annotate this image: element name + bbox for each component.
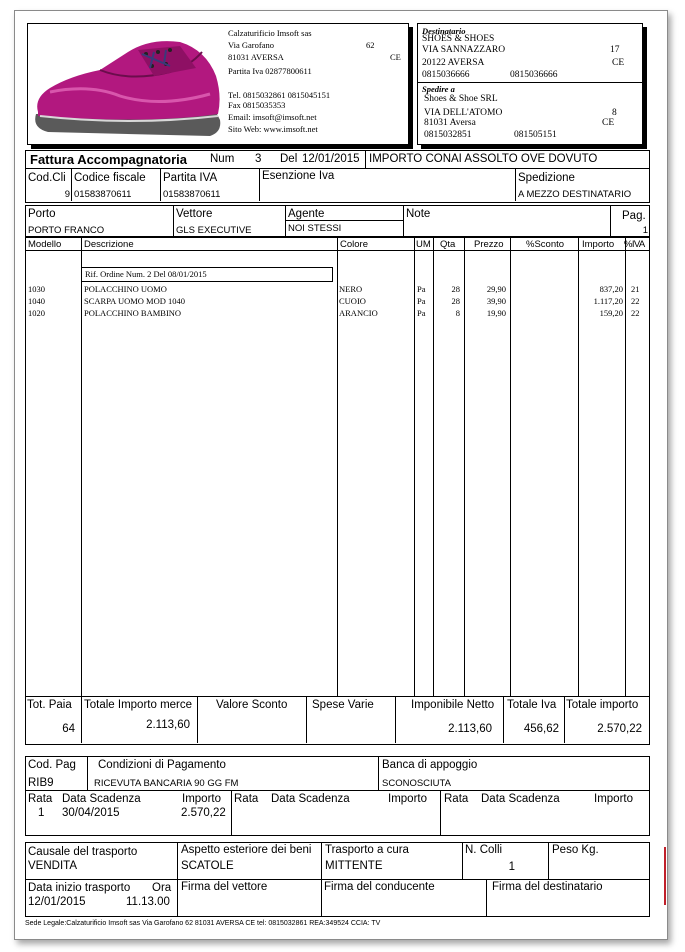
sender-web: Sito Web: www.imsoft.net: [228, 124, 318, 134]
packages: 1: [508, 861, 515, 873]
driver-signature-label: Firma del conducente: [324, 881, 435, 893]
row-qty: 8: [455, 308, 460, 318]
row-color: ARANCIO: [339, 308, 378, 318]
discount-value-label: Valore Sconto: [216, 699, 288, 711]
transport-by-label: Trasporto a cura: [325, 844, 409, 856]
shipping-method-label: Spedizione: [518, 172, 575, 184]
total-vat-label: Totale Iva: [507, 699, 557, 711]
installment-due-label: Data Scadenza: [62, 793, 141, 805]
installment-rate-label: Rata: [28, 793, 53, 805]
invoice-num: 3: [255, 153, 262, 165]
sender-vat: Partita Iva 02877800611: [228, 66, 312, 76]
sender-name: Calzaturificio Imsoft sas: [228, 28, 312, 38]
row-um: Pa: [417, 284, 426, 294]
invoice-title-bar: [25, 150, 650, 169]
expenses-label: Spese Varie: [312, 699, 374, 711]
row-color: CUOIO: [339, 296, 366, 306]
customer-row: [25, 169, 650, 203]
row-amount: 1.117,20: [593, 296, 623, 306]
row-vat: 22: [631, 308, 640, 318]
transport-start-label: Data inizio trasporto: [28, 882, 131, 894]
page-label: Pag.: [622, 210, 646, 222]
payment-conditions-label: Condizioni di Pagamento: [98, 759, 226, 771]
invoice-date: 12/01/2015: [302, 153, 360, 165]
installment-amount-label: Importo: [182, 793, 221, 805]
recipient-phone1: 0815036666: [422, 70, 470, 80]
carrier: GLS EXECUTIVE: [176, 225, 252, 236]
bank: SCONOSCIUTA: [382, 778, 451, 789]
transport-start-date: 12/01/2015: [28, 896, 86, 908]
fiscal-code: 01583870611: [74, 189, 132, 200]
installment2-due-label: Data Scadenza: [271, 793, 350, 805]
carrier-signature-label: Firma del vettore: [181, 881, 268, 893]
notes-label: Note: [406, 208, 431, 220]
row-qty: 28: [451, 284, 460, 294]
total-goods: 2.113,60: [146, 719, 190, 731]
installment-rate: 1: [38, 807, 45, 819]
col-description-header: Descrizione: [84, 239, 134, 250]
col-um-header: UM: [416, 239, 431, 250]
sender-fax: Fax 0815035353: [228, 100, 286, 110]
grand-total: 2.570,22: [597, 723, 642, 735]
ship-to-phone1: 0815032851: [424, 130, 472, 140]
shipping-method: A MEZZO DESTINATARIO: [518, 189, 632, 200]
cod-cli-label: Cod.Cli: [28, 172, 66, 184]
recipient-street-no: 17: [610, 45, 620, 55]
shipping-block: [25, 842, 650, 917]
ship-to-province: CE: [602, 118, 615, 128]
row-description: SCARPA UOMO MOD 1040: [84, 296, 186, 306]
recipient-phone2: 0815036666: [510, 70, 558, 80]
row-amount: 159,20: [599, 308, 623, 318]
transport-row: [25, 205, 650, 237]
recipient-box: [417, 23, 643, 145]
total-pairs: 64: [62, 723, 75, 735]
porto: PORTO FRANCO: [28, 225, 105, 236]
row-description: POLACCHINO UOMO: [84, 284, 167, 294]
installment3-due-label: Data Scadenza: [481, 793, 560, 805]
sender-email: Email: imsoft@imsoft.net: [228, 112, 317, 122]
row-um: Pa: [417, 308, 426, 318]
sender-province: CE: [390, 52, 401, 62]
ship-to-city: 81031 Aversa: [424, 118, 476, 128]
recipient-name: SHOES & SHOES: [422, 34, 495, 44]
row-um: Pa: [417, 296, 426, 306]
page-number: 1: [642, 225, 648, 236]
col-discount-header: %Sconto: [526, 239, 565, 250]
row-vat: 21: [631, 284, 640, 294]
col-vat-header: %IVA: [624, 239, 645, 250]
invoice-page: [14, 10, 668, 940]
goods-appearance: SCATOLE: [181, 860, 234, 872]
invoice-title: Fattura Accompagnatoria: [30, 152, 187, 167]
taxable-amount: 2.113,60: [448, 723, 492, 735]
total-vat: 456,62: [523, 723, 559, 735]
sender-box: [27, 23, 409, 145]
recipient-signature-label: Firma del destinatario: [492, 881, 603, 893]
packages-label: N. Colli: [465, 844, 503, 856]
transport-time-label: Ora: [152, 882, 172, 894]
bank-label: Banca di appoggio: [382, 759, 478, 771]
fiscal-code-label: Codice fiscale: [74, 172, 146, 184]
sender-street: Via Garofano: [228, 40, 274, 50]
transport-reason-label: Causale del trasporto: [28, 846, 138, 858]
payment-conditions: RICEVUTA BANCARIA 90 GG FM: [94, 778, 239, 789]
items-table: [25, 237, 650, 697]
transport-by: MITTENTE: [325, 860, 383, 872]
shoe-product-image: [30, 32, 226, 138]
row-qty: 28: [451, 296, 460, 306]
ship-to-heading: Spedire a: [422, 84, 455, 94]
col-model-header: Modello: [28, 239, 62, 250]
transport-start-time: 11.13.00: [126, 896, 170, 908]
payment-block: [25, 756, 650, 836]
ship-to-street: VIA DELL'ATOMO: [424, 108, 503, 118]
invoice-num-label: Num: [210, 153, 235, 165]
row-model: 1020: [28, 308, 45, 318]
invoice-date-label: Del: [280, 153, 298, 165]
payment-code-label: Cod. Pag: [28, 759, 76, 771]
payment-code: RIB9: [28, 777, 54, 789]
total-pairs-label: Tot. Paia: [27, 699, 72, 711]
col-amount-header: Importo: [582, 239, 615, 250]
col-qty-header: Qta: [440, 239, 456, 250]
right-edge-mark: [664, 847, 666, 905]
sender-street-no: 62: [366, 40, 375, 50]
customer-vat: 01583870611: [163, 189, 221, 200]
sender-city: 81031 AVERSA: [228, 52, 284, 62]
carrier-label: Vettore: [176, 208, 213, 220]
conai-note: IMPORTO CONAI ASSOLTO OVE DOVUTO: [369, 153, 598, 165]
transport-reason: VENDITA: [28, 860, 77, 872]
taxable-label: Imponibile Netto: [411, 699, 495, 711]
cod-cli: 9: [64, 189, 70, 200]
installment2-rate-label: Rata: [234, 793, 259, 805]
totals-row: [25, 697, 650, 745]
row-color: NERO: [339, 284, 363, 294]
installment2-amount-label: Importo: [388, 793, 427, 805]
installment-due: 30/04/2015: [62, 807, 120, 819]
footer-legal: Sede Legale:Calzaturificio Imsoft sas Via Garofano 62 81031 AVERSA CE tel: 0815032861 REA:349524 CCIA: TV: [25, 920, 381, 927]
goods-appearance-label: Aspetto esteriore dei beni: [181, 844, 312, 856]
total-goods-label: Totale Importo merce: [84, 699, 193, 711]
agent: NOI STESSI: [288, 223, 342, 234]
agent-label: Agente: [288, 208, 325, 220]
weight-label: Peso Kg.: [552, 844, 599, 856]
ship-to-name: Shoes & Shoe SRL: [424, 94, 498, 104]
row-model: 1040: [28, 296, 45, 306]
row-price: 29,90: [486, 284, 506, 294]
row-price: 19,90: [486, 308, 506, 318]
sender-tel: Tel. 0815032861 0815045151: [228, 90, 331, 100]
installment3-rate-label: Rata: [444, 793, 469, 805]
recipient-street: VIA SANNAZZARO: [422, 45, 506, 55]
col-color-header: Colore: [340, 239, 368, 250]
installment-amount: 2.570,22: [181, 807, 226, 819]
ship-to-phone2: 081505151: [514, 130, 557, 140]
col-price-header: Prezzo: [474, 239, 504, 250]
row-model: 1030: [28, 284, 45, 294]
order-reference: Rif. Ordine Num. 2 Del 08/01/2015: [81, 267, 333, 282]
recipient-city: 20122 AVERSA: [422, 58, 485, 68]
row-price: 39,90: [486, 296, 506, 306]
recipient-province: CE: [612, 58, 625, 68]
row-description: POLACCHINO BAMBINO: [84, 308, 182, 318]
customer-vat-label: Partita IVA: [163, 172, 218, 184]
recipient-heading: Destinatario: [422, 26, 466, 36]
grand-total-label: Totale importo: [566, 699, 639, 711]
exemption-label: Esenzione Iva: [262, 170, 335, 182]
installment3-amount-label: Importo: [594, 793, 633, 805]
ship-to-street-no: 8: [612, 108, 617, 118]
row-vat: 22: [631, 296, 640, 306]
row-amount: 837,20: [599, 284, 623, 294]
porto-label: Porto: [28, 208, 56, 220]
